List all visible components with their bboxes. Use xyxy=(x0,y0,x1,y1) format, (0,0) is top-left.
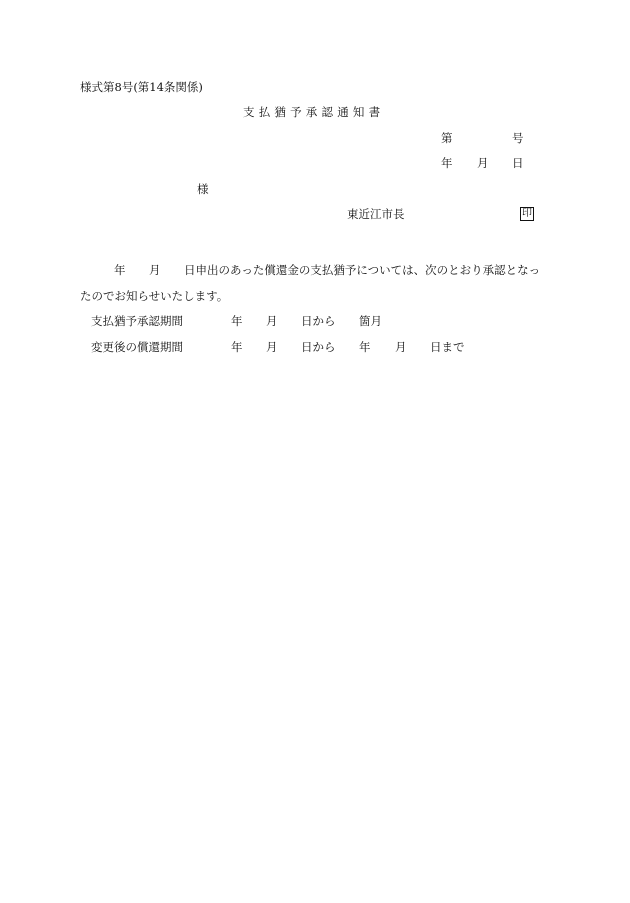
addressee-honorific: 様 xyxy=(197,182,209,196)
issue-date-year: 年 xyxy=(441,156,453,170)
item-deferment-month: 月 xyxy=(266,314,278,328)
body-line2-text: たのでお知らせいたします。 xyxy=(80,289,229,303)
item-deferment-months: 箇月 xyxy=(359,314,382,328)
doc-number-prefix: 第 xyxy=(441,131,453,145)
item-repayment-label: 変更後の償還期間 xyxy=(91,340,183,354)
seal-mark: 印 xyxy=(522,208,532,219)
sender-name: 東近江市長 xyxy=(347,207,405,221)
body-line1-text: 日申出のあった償還金の支払猶予については、次のとおり承認となっ xyxy=(184,263,541,277)
item-repayment-month2: 月 xyxy=(395,340,407,354)
issue-date-month: 月 xyxy=(477,156,489,170)
item-repayment-year: 年 xyxy=(231,340,243,354)
item-repayment-day-from: 日から xyxy=(301,340,336,354)
body-line1-year: 年 xyxy=(114,263,126,277)
item-repayment-year2: 年 xyxy=(359,340,371,354)
document-title: 支払猶予承認通知書 xyxy=(243,105,385,119)
form-number-header: 様式第8号(第14条関係) xyxy=(80,80,203,94)
item-deferment-year: 年 xyxy=(231,314,243,328)
item-deferment-day-from: 日から xyxy=(301,314,336,328)
item-repayment-month: 月 xyxy=(266,340,278,354)
body-line1-month: 月 xyxy=(149,263,161,277)
issue-date-day: 日 xyxy=(512,156,524,170)
item-deferment-label: 支払猶予承認期間 xyxy=(91,314,183,328)
item-repayment-until: 日まで xyxy=(430,340,465,354)
doc-number-suffix: 号 xyxy=(512,131,524,145)
